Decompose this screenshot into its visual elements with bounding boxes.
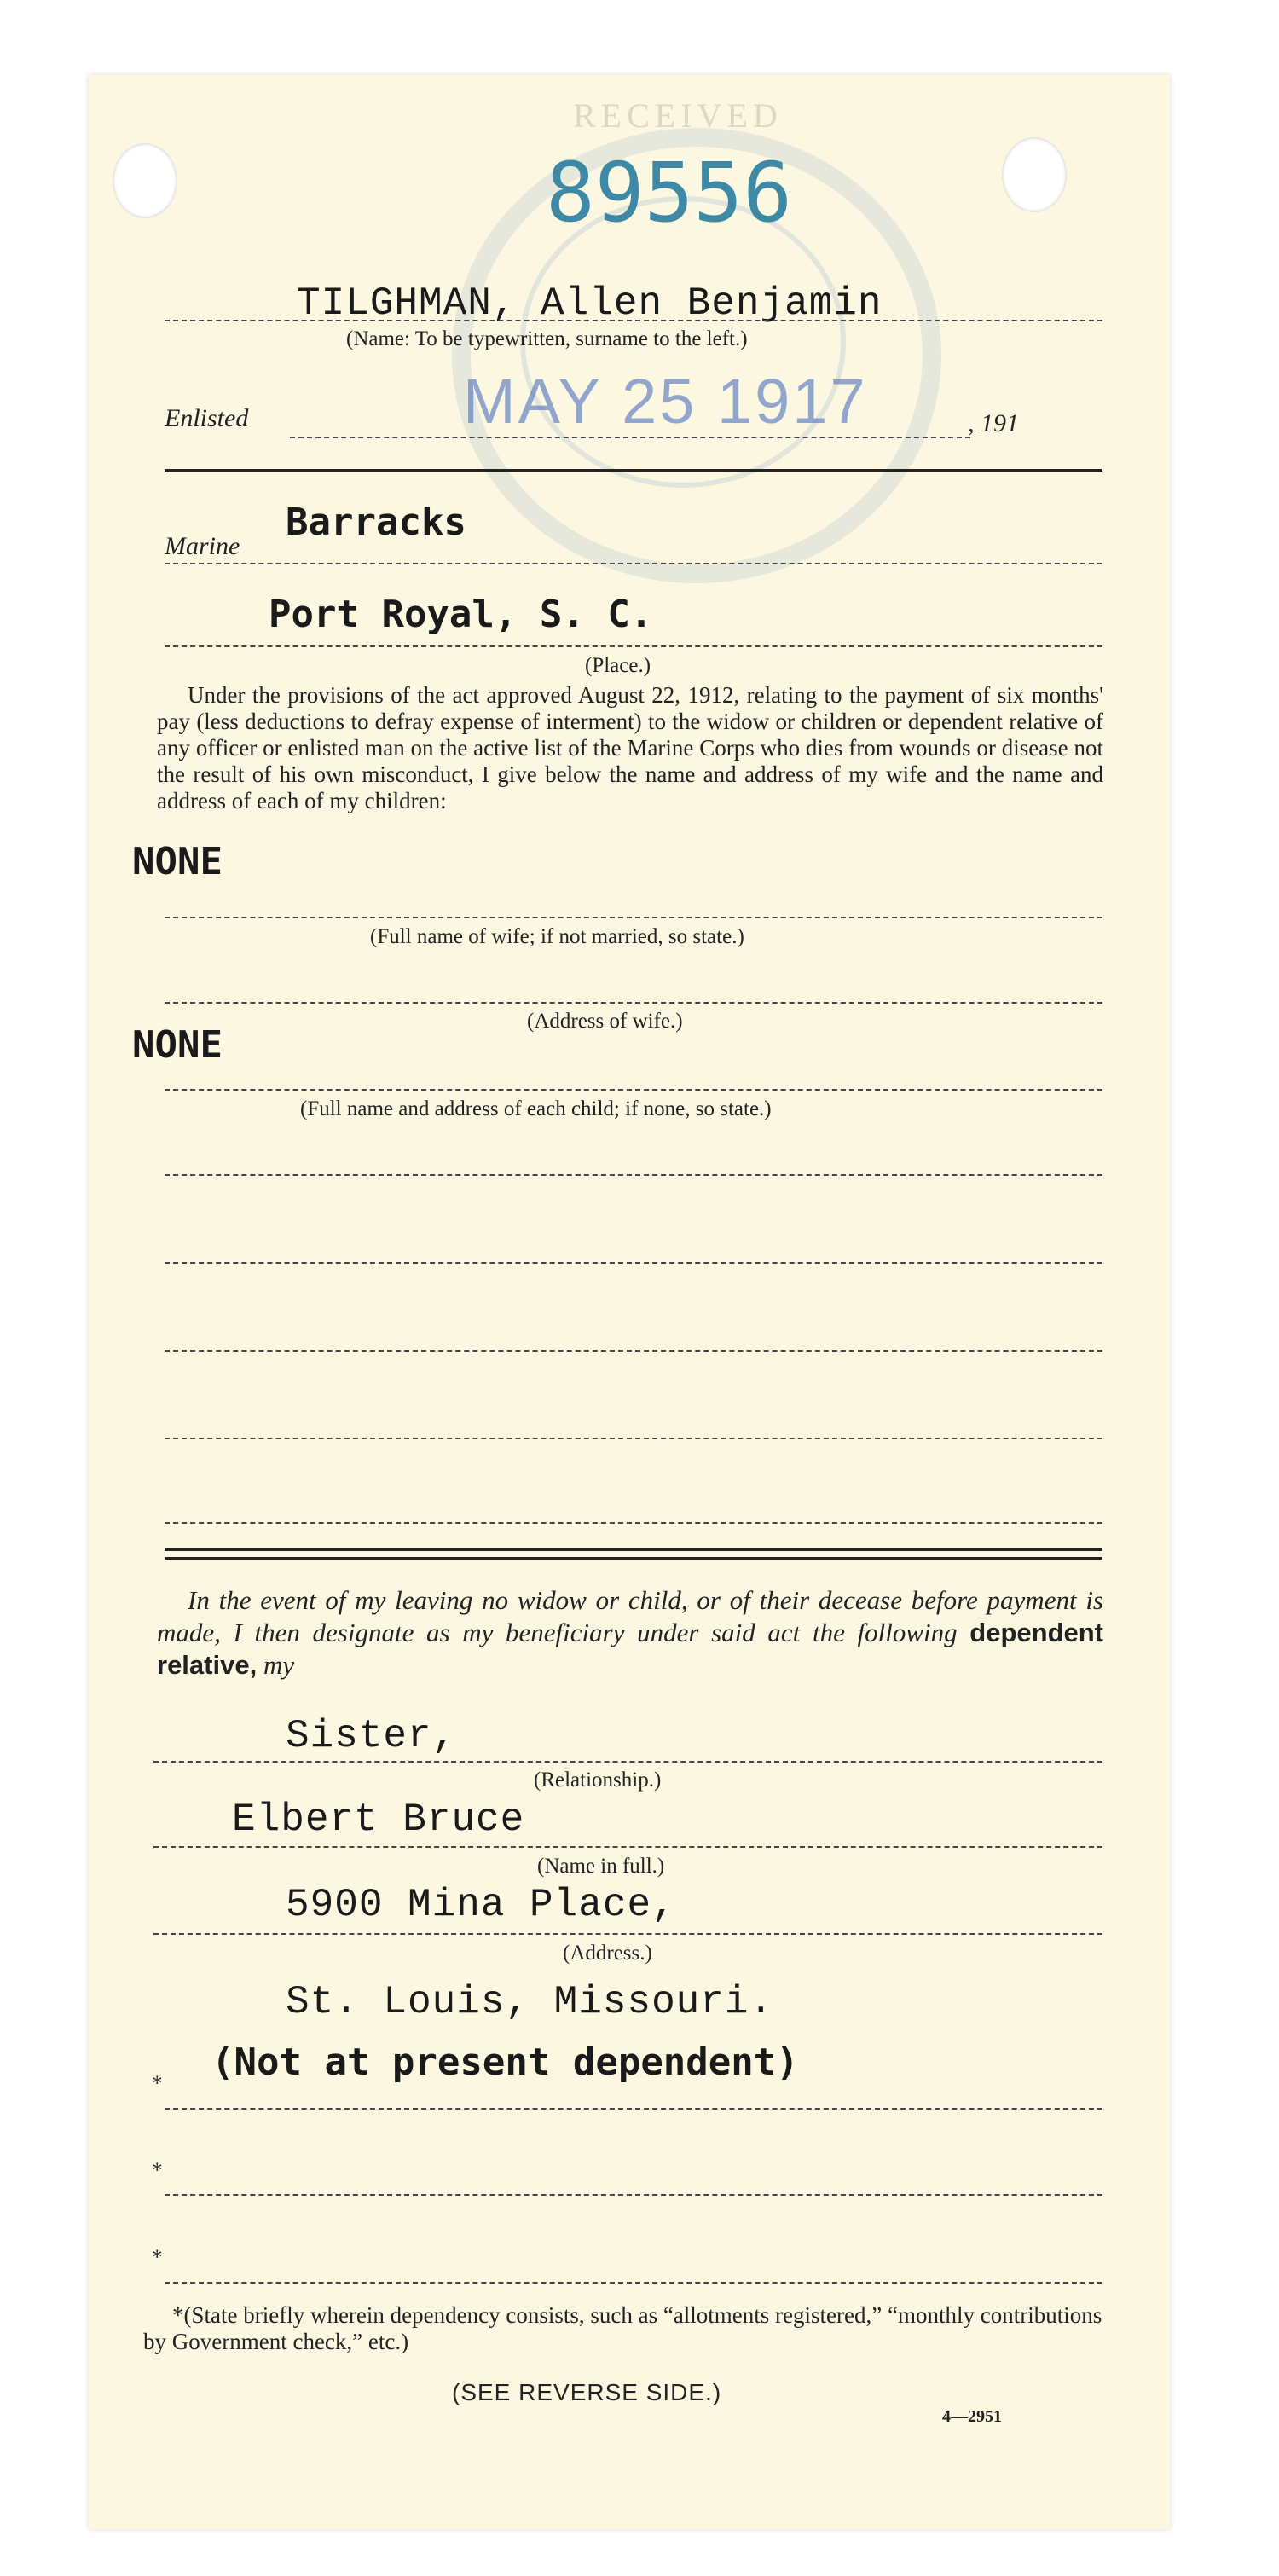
dependency-line-2 [165, 2194, 1102, 2196]
punch-hole-right [1002, 137, 1067, 212]
enlisted-label: Enlisted [165, 404, 249, 432]
enlisted-year-prefix: , 191 [968, 409, 1019, 437]
beneficiary-name-line [153, 1846, 1102, 1848]
form-number: 4—2951 [942, 2407, 1002, 2426]
children-line-3 [165, 1262, 1102, 1264]
children-line-6 [165, 1522, 1102, 1524]
dependency-value: (Not at present dependent) [211, 2041, 799, 2084]
relationship-value: Sister, [286, 1714, 457, 1758]
wife-name-line [165, 917, 1102, 918]
see-reverse-side: (SEE REVERSE SIDE.) [452, 2379, 722, 2405]
children-line-4 [165, 1350, 1102, 1352]
beneficiary-address-value: 5900 Mina Place, [286, 1883, 676, 1927]
section-divider-mid-1 [165, 1548, 1102, 1551]
wife-name-caption: (Full name of wife; if not married, so state.) [370, 925, 744, 948]
beneficiary-name-caption: (Name in full.) [537, 1855, 665, 1878]
enlisted-line [290, 437, 970, 438]
station-prefix: Marine [165, 532, 240, 560]
place-caption: (Place.) [585, 654, 651, 677]
children-line-5 [165, 1438, 1102, 1439]
station-line [165, 563, 1102, 564]
beneficiary-address-line [153, 1933, 1102, 1935]
name-caption: (Name: To be typewritten, surname to the left.) [346, 327, 748, 350]
place-value: Port Royal, S. C. [269, 593, 653, 636]
provision-paragraph: Under the provisions of the act approved August 22, 1912, relating to the payment of six months' pay (less deductions to defray expense of interment) to the widow or children or dependent relative of any officer or enlisted man on the active list of the Marine Corps who dies from wounds or disease not the result of his own misconduct, I give below the name and address of my wife and the name and address of each of my children: [157, 682, 1103, 813]
footnote-marker-1: * [152, 2072, 163, 2095]
soldier-name: TILGHMAN, Allen Benjamin [297, 281, 883, 326]
stamp-number: 89556 [546, 145, 792, 240]
wife-address-caption: (Address of wife.) [527, 1010, 683, 1033]
name-line [165, 320, 1102, 321]
punch-hole-left [113, 143, 177, 218]
relationship-line [153, 1761, 1102, 1763]
wife-address-line [165, 1002, 1102, 1004]
section-divider-top [165, 469, 1102, 472]
stamp-date: MAY 25 1917 [463, 366, 868, 437]
beneficiary-paragraph [157, 1584, 1103, 1682]
footnote-marker-2: * [152, 2159, 163, 2182]
dependency-line-3 [165, 2282, 1102, 2284]
beneficiary-intro-bold: dependent relative, [157, 1618, 1104, 1680]
dependency-line-1 [165, 2108, 1102, 2110]
footnote-text: *(State briefly wherein dependency consists, such as “allotments registered,” “monthly contributions by Government check,” etc.) [143, 2302, 1102, 2354]
wife-name-value: NONE [132, 840, 223, 883]
children-line-1 [165, 1089, 1102, 1091]
beneficiary-intro-italic: In the event of my leaving no widow or child, or of their decease before payment is made, I then designate as my beneficiary under said act the following [157, 1585, 1103, 1647]
children-line-2 [165, 1174, 1102, 1176]
stamp-received-label: RECEIVED [573, 96, 783, 135]
relationship-caption: (Relationship.) [534, 1768, 662, 1792]
station-value: Barracks [286, 501, 466, 544]
footnote-marker-3: * [152, 2246, 163, 2269]
beneficiary-intro-end: my [263, 1650, 295, 1680]
children-value: NONE [132, 1023, 223, 1067]
beneficiary-name-value: Elbert Bruce [232, 1797, 525, 1842]
section-divider-mid-2 [165, 1557, 1102, 1560]
children-caption: (Full name and address of each child; if none, so state.) [300, 1097, 772, 1120]
place-line [165, 645, 1102, 647]
beneficiary-city-value: St. Louis, Missouri. [286, 1980, 774, 2024]
beneficiary-address-caption: (Address.) [563, 1942, 652, 1965]
